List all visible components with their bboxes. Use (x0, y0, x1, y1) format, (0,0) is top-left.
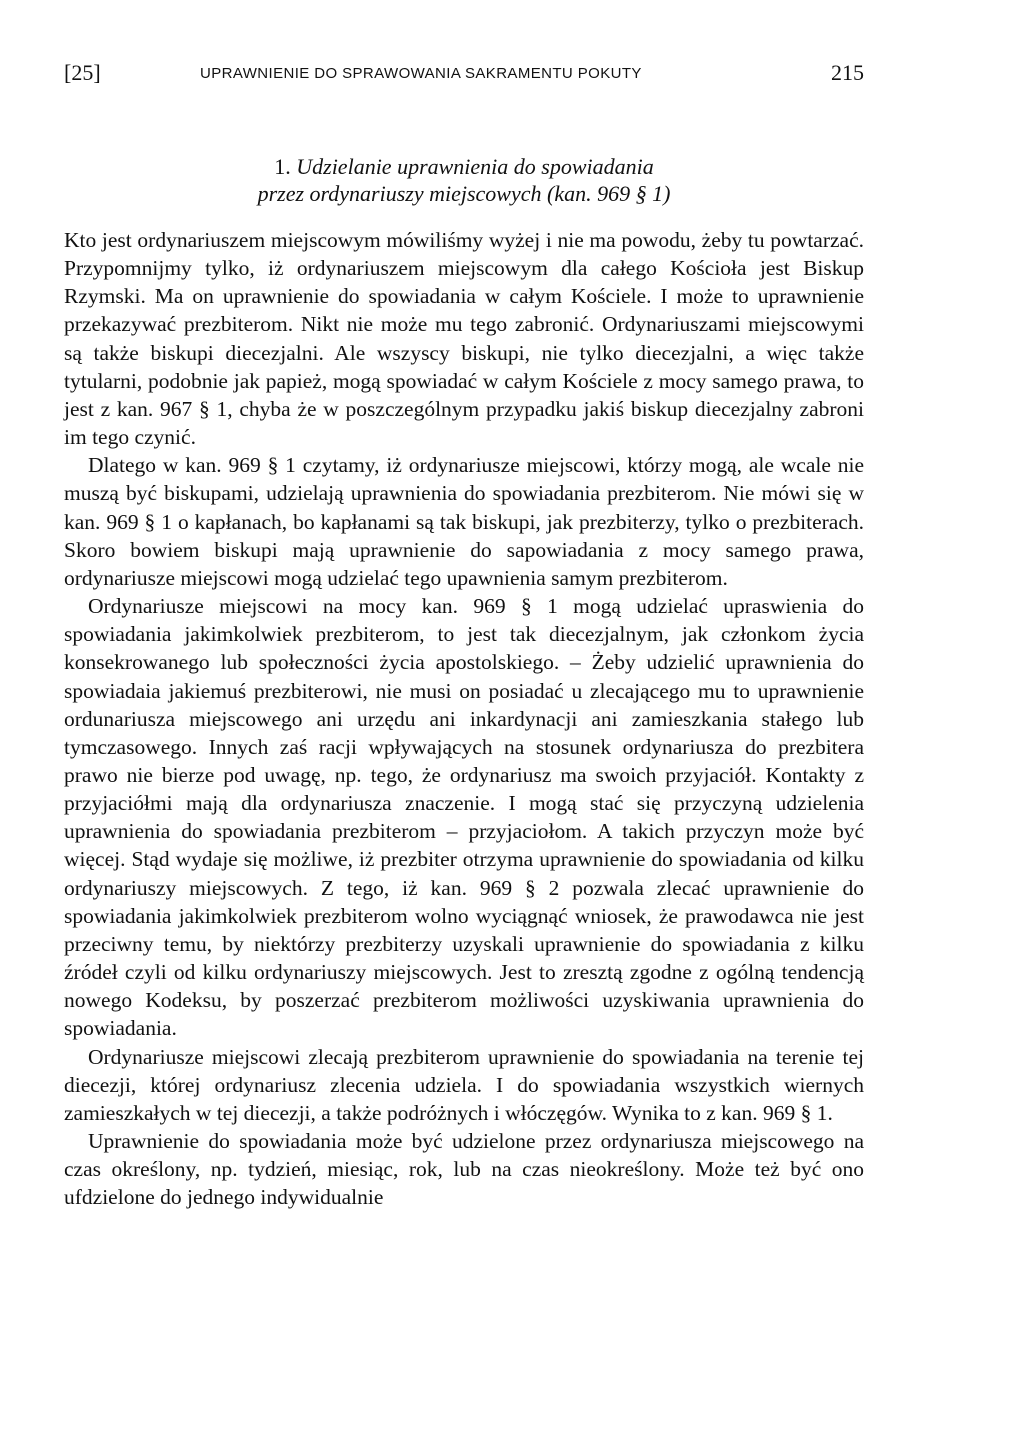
section-heading-line-1 (64, 153, 864, 180)
paragraph-4: Ordynariusze miejscowi zlecają prezbiterom uprawnienie do spowiadania na terenie tej diecezji, której ordynariusz zlecenia udziela. I do spowiadania wszystkich wiernych zamieszkałych w tej diecezji, a także podróżnych i włóczęgów. Wynika to z kan. 969 § 1. (64, 1044, 864, 1125)
paragraph-3: Ordynariusze miejscowi na mocy kan. 969 § 1 mogą udzielać upraswienia do spowiadania jakimkolwiek prezbiterom, to jest tak diecezjalnym, jak członkom życia konsekrowanego lub społeczności życia apostolskiego. – Żeby udzielić uprawnienia do spowiadaia jakiemuś prezbiterowi, nie musi on posiadać u zlecającego mu to uprawnienie ordunariusza miejscowego ani urzędu ani inkardynacji ani zamieszkania stałego lub tymczasowego. Innych zaś racji wpływających na stosunek ordynariusza do prezbitera prawo nie bierze pod uwagę, np. tego, że ordynariusz ma swoich przyjaciół. Kontakty z przyjaciółmi mają dla ordynariusza znaczenie. I mogą stać się przyczyną udzielenia uprawnienia do spowiadania prezbiterom – przyjaciołom. A takich przyczyn może być więcej. Stąd wydaje się możliwe, iż prezbiter otrzyma uprawnienie do spowiadania od kilku ordynariuszy miejscowych. Z tego, iż kan. 969 § 2 pozwala zlecać uprawnienie do spowiadania jakimkolwiek prezbiterom wolno wyciągnąć wniosek, że prawodawca nie jest przeciwny temu, by niektórzy prezbiterzy uzyskali uprawnienie do spowiadania z kilku źródeł czyli od kilku ordynariuszy miejscowych. Jest to zresztą zgodne z ogólną tendencją nowego Kodeksu, by poszerzać prezbiterom możliwości uzyskiwania uprawnienia do spowiadania. (64, 594, 864, 1041)
running-title: UPRAWNIENIE DO SPRAWOWANIA SAKRAMENTU POKUTY (200, 65, 642, 82)
book-page (64, 60, 864, 1211)
paragraph-2: Dlatego w kan. 969 § 1 czytamy, iż ordynariusze miejscowi, którzy mogą, ale wcale nie muszą być biskupami, udzielają uprawnienia do spowiadania prezbiterom. Nie mówi się w kan. 969 § 1 o kapłanach, bo kapłanami są tak biskupi, jak prezbiterzy, tylko o prezbiterach. Skoro bowiem biskupi mają uprawnienie do sapowiadania z mocy samego prawa, ordynariusze miejscowi mogą udzielać tego upawnienia samym prezbiterom. (64, 453, 864, 590)
section-number: 1. (274, 154, 291, 179)
paragraph-5: Uprawnienie do spowiadania może być udzielone przez ordynariusza miejscowego na czas określony, np. tydzień, miesiąc, rok, lub na czas nieokreślony. Może też być ono ufdzielone do jednego indywidualnie (64, 1129, 864, 1210)
section-title-line-2: przez ordynariuszy miejscowych (kan. 969 § 1) (257, 181, 671, 206)
body-text (64, 226, 864, 1211)
section-heading (64, 153, 864, 207)
page-number: 215 (831, 60, 864, 85)
section-title-line-1: Udzielanie uprawnienia do spowiadania (296, 154, 654, 179)
running-head (64, 60, 864, 100)
chapter-number: [25] (64, 60, 101, 85)
paragraph-1: Kto jest ordynariuszem miejscowym mówiliśmy wyżej i nie ma powodu, żeby tu powtarzać. Przypomnijmy tylko, iż ordynariuszem miejscowym dla całego Kościoła jest Biskup Rzymski. Ma on uprawnienie do spowiadania w całym Kościele. I może to uprawnienie przekazywać prezbiterom. Nikt nie może mu tego zabronić. Ordynariuszami miejscowymi są także biskupi diecezjalni. Ale wszyscy biskupi, nie tylko diecezjalni, a więc także tytularni, podobnie jak papież, mogą spowiadać w całym Kościele z mocy samego prawa, to jest z kan. 967 § 1, chyba że w poszczególnym przypadku jakiś biskup diecezjalny zabroni im tego czynić. (64, 228, 864, 450)
